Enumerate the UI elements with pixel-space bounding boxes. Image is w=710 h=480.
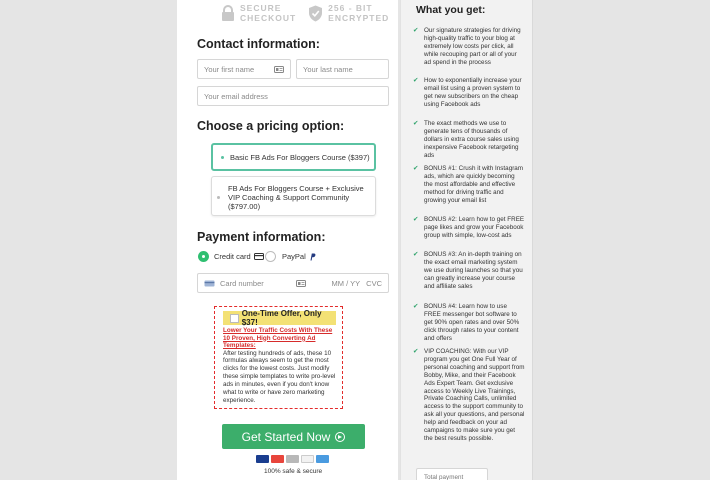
contact-card-icon <box>274 66 284 73</box>
offer-checkbox[interactable] <box>230 314 239 323</box>
discover-icon <box>301 455 314 463</box>
check-icon: ✔ <box>413 27 419 34</box>
paypal-label: PayPal <box>282 252 306 261</box>
last-name-placeholder: Your last name <box>303 64 353 74</box>
payment-section-title: Payment information: <box>197 230 326 244</box>
safe-secure-text: 100% safe & secure <box>264 468 323 475</box>
offer-description: After testing hundreds of ads, these 10 formulas always seem to get the most clicks for the lowest costs. Just modify these simple templates to write pro-level ads in minutes, even if you don't know what to write or have zero marketing experience. <box>223 349 336 404</box>
credit-card-label: Credit card <box>214 252 251 261</box>
benefit-text: Our signature strategies for driving high-quality traffic to your blog at extremely low costs per click, all while recouping part or all of your ad spend in the process <box>424 27 521 66</box>
benefit-item <box>413 77 525 109</box>
lock-icon <box>221 5 235 22</box>
credit-card-radio[interactable] <box>198 251 209 262</box>
total-payment-box <box>416 468 488 480</box>
get-started-label: Get Started Now <box>241 429 331 444</box>
paypal-radio[interactable] <box>265 251 276 262</box>
credit-card-icon <box>254 253 264 260</box>
one-time-offer-box <box>214 306 343 409</box>
benefit-item <box>413 120 525 160</box>
benefit-item <box>413 251 525 291</box>
last-name-input[interactable] <box>296 59 389 79</box>
unselected-indicator <box>217 196 220 199</box>
total-payment-label: Total payment <box>424 474 464 480</box>
benefit-text: How to exponentially increase your email list using a proven system to get new subscribers on the cheap using Facebook ads <box>424 77 522 108</box>
pricing-option-label: Basic FB Ads For Bloggers Course ($397) <box>230 152 370 162</box>
offer-title: One-Time Offer, Only $37! <box>241 309 322 327</box>
credit-card-option[interactable] <box>214 252 264 261</box>
first-name-placeholder: Your first name <box>204 64 255 74</box>
check-icon: ✔ <box>413 216 419 223</box>
check-icon: ✔ <box>413 251 419 258</box>
pricing-option-label: FB Ads For Bloggers Course + Exclusive VIP Coaching & Support Community ($797.00) <box>228 184 364 211</box>
benefit-item <box>413 165 525 205</box>
check-icon: ✔ <box>413 348 419 355</box>
cvc-placeholder: CVC <box>366 278 382 288</box>
check-icon: ✔ <box>413 165 419 172</box>
email-input[interactable] <box>197 86 389 106</box>
pricing-option-basic[interactable] <box>211 143 376 171</box>
selected-indicator <box>221 156 224 159</box>
pricing-section-title: Choose a pricing option: <box>197 119 345 133</box>
contact-section-title: Contact information: <box>197 37 320 51</box>
benefit-item <box>413 27 525 67</box>
secure-checkout-badge <box>221 3 296 23</box>
arrow-right-circle-icon <box>335 432 345 442</box>
mastercard-icon <box>271 455 284 463</box>
card-number-placeholder: Card number <box>220 278 264 288</box>
pricing-option-vip[interactable] <box>211 176 376 216</box>
visa-icon <box>256 455 269 463</box>
payment-card-logos <box>256 455 329 463</box>
benefit-item <box>413 303 525 343</box>
benefit-text: BONUS #2: Learn how to get FREE page likes and grow your Facebook group with simple, low-cost ads <box>424 216 525 239</box>
get-started-button[interactable] <box>222 424 365 449</box>
sidebar-title: What you get: <box>416 4 486 16</box>
check-icon: ✔ <box>413 120 419 127</box>
offer-checkbox-bar[interactable] <box>223 311 336 325</box>
contact-card-icon <box>296 280 306 287</box>
benefit-text: BONUS #4: Learn how to use FREE messenger bot software to get 90% open rates and over 50% click through rates to your content and offers <box>424 303 520 342</box>
first-name-input[interactable] <box>197 59 291 79</box>
paypal-icon <box>309 253 316 261</box>
offer-headline: Lower Your Traffic Costs With These 10 Proven, High Converting Ad Templates: <box>223 327 333 349</box>
expiry-placeholder: MM / YY <box>331 278 361 288</box>
card-details-input[interactable] <box>197 273 389 293</box>
benefit-item <box>413 216 525 240</box>
badge-line: SECURE <box>240 3 282 13</box>
badge-line: ENCRYPTED <box>328 13 390 23</box>
benefit-text: BONUS #3: An in-depth training on the exact email marketing system we use during launches so that you can greatly increase your course and affiliate sales <box>424 251 523 290</box>
amex-icon <box>316 455 329 463</box>
benefit-text: VIP COACHING: With our VIP program you get One Full Year of personal coaching and support from Bobby, Mike, and their Facebook Ads Expert Team. Get exclusive access to Weekly Live Trainings, Private Coaching Calls, unlimited access to the support community to ask all your questions, and personal help and feedback on your ad campaigns to make sure you get the best results possible. <box>424 348 525 442</box>
badge-line: CHECKOUT <box>240 13 297 23</box>
card-generic-icon <box>286 455 299 463</box>
card-icon <box>204 280 215 287</box>
benefit-text: The exact methods we use to generate tens of thousands of dollars in extra course sales using inexpensive Facebook retargeting ads <box>424 120 519 159</box>
benefit-item <box>413 348 525 443</box>
badge-line: 256 - BIT <box>328 3 373 13</box>
email-placeholder: Your email address <box>204 91 268 101</box>
encryption-badge <box>308 3 389 23</box>
paypal-option[interactable] <box>282 252 316 261</box>
security-badges <box>221 3 389 23</box>
check-icon: ✔ <box>413 77 419 84</box>
shield-icon <box>308 5 323 22</box>
benefit-text: BONUS #1: Crush it with Instagram ads, which are quickly becoming the most affordable and effective method for driving traffic and growing your email list <box>424 165 524 204</box>
check-icon: ✔ <box>413 303 419 310</box>
